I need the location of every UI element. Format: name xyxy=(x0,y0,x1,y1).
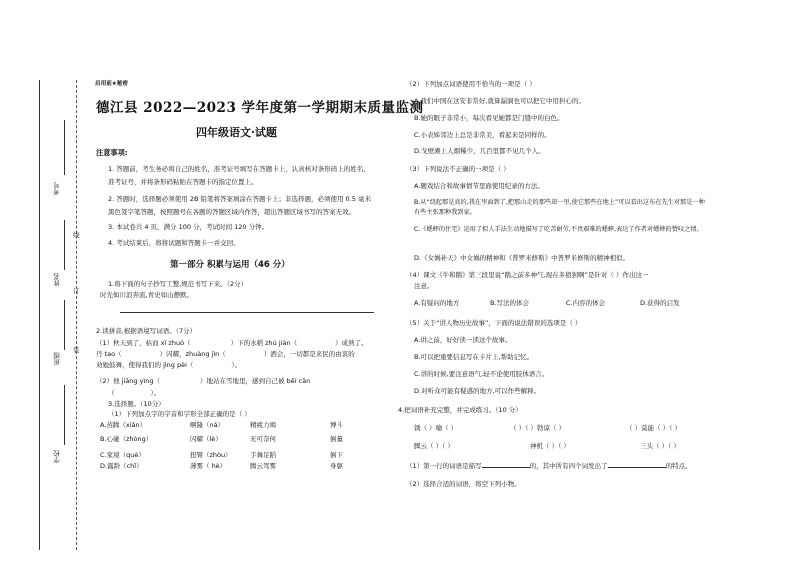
q2-1-d: 丹 tao（ xyxy=(96,350,122,358)
opt-cell: 闪耀（lè） xyxy=(190,435,222,443)
opt-cell: D.露龄（chǐ） xyxy=(100,462,143,470)
q4-row1-c[interactable]: （ ）莫能（ ）（ ） xyxy=(626,424,681,432)
q3-5-opt-d[interactable]: D.对听众可能有疑惑的地方,可以作些解释。 xyxy=(414,387,541,395)
q2-2-d: ）。 xyxy=(150,389,161,397)
q4-1-b: 的，其中所有四个词发出了 xyxy=(529,462,608,470)
q1-prompt: 1.将下面的句子抄写工整,规范书写下来。（2分） xyxy=(108,280,248,288)
q1-text: 时光如川浪奔流,青史如山静默。 xyxy=(100,291,194,299)
q3-3-opt-d[interactable]: D.《女娲补天》中女娲的精神和《普罗米修斯》中普罗米修斯的精神相似。 xyxy=(414,254,630,262)
q3-5-opt-c[interactable]: C.讲的时候,要注意语气,轻不论使用肢体语言。 xyxy=(414,370,549,378)
q4-row2-c[interactable]: 三头（ ）（ ） xyxy=(640,442,680,450)
q2-1-f: ）洒会，一切都是来民的由衷的 xyxy=(263,350,355,358)
q4-2-prompt: （2）选择合适的词语，将空下列小物。 xyxy=(406,480,521,488)
side-mark-line: 线 xyxy=(73,231,80,239)
fill-line-school xyxy=(64,385,65,445)
opt-cell: 啊隆（ná） xyxy=(190,421,225,429)
opt-cell: C.家境（què） xyxy=(100,451,145,459)
q4-row2-a[interactable]: 腾云（ ）（ ） xyxy=(414,442,454,450)
q3-4-opt-c[interactable]: C.内容的体会 xyxy=(566,299,606,307)
fill-line-exam-number xyxy=(64,120,65,175)
q3-5-prompt: （5）关于“讲人物历史故事”，下面的说法错误的选项是（ ） xyxy=(406,319,582,327)
q2-prompt: 2.读拼音,根据语境写词语。（7分） xyxy=(96,327,197,335)
q2-1-line2 xyxy=(96,349,355,358)
q3-2-opt-c[interactable]: C.小表姊邻边上总是非常美，看起来是同样的。 xyxy=(414,131,551,139)
q3-4-prompt-cont: 注意。 xyxy=(414,282,434,290)
q2-1-e: ）闪耀，zhuàng jìn（ xyxy=(159,350,226,358)
q2-2-a: （2）他 jiāng yìng（ xyxy=(96,377,161,385)
side-label-class: 班级 xyxy=(53,352,61,365)
q2-1-h: ）。 xyxy=(231,361,242,369)
part1-heading: 第一部分 积累与运用（46 分） xyxy=(170,260,290,270)
side-label-school: 学校 xyxy=(53,450,61,463)
opt-cell: 手舞足蹈 xyxy=(250,451,276,459)
q2-1-g: 劝勉鼓舞，使得我们的 jìng pèi（ xyxy=(96,361,194,369)
exam-subtitle: 四年级语文·试题 xyxy=(196,126,277,139)
notice-1: 1. 答题前，考生务必将自己的姓名、准考证号填写在答题卡上，认真核对条形码上的姓名、准考证号，并将条形码粘贴在答题卡的指定位置上。 xyxy=(108,165,370,186)
side-mark-staple: 订 xyxy=(73,287,80,295)
binding-line-inner xyxy=(76,80,77,550)
q2-1-b: ）下的水稻 zhú jiàn（ xyxy=(230,339,298,347)
q4-1-a: （1）第一行的词语是描写 xyxy=(406,462,482,470)
opt-cell: 扭臂（zhòu） xyxy=(190,451,232,459)
opt-cell: 博斗 xyxy=(330,421,343,429)
q4-1-c: 的特点。 xyxy=(665,462,692,470)
q3-3-opt-b[interactable]: B.从“绕起那是真的,我在里面到了,把那山走的那些却一里,使它那些在地上”可以看出这布在先生对那是一种 xyxy=(414,199,705,206)
side-label-exam-number: 考号 xyxy=(53,182,61,195)
opt-cell: 薄雾（ hè） xyxy=(190,462,227,470)
opt-cell: 精疲力竭 xyxy=(250,421,276,429)
opt-cell: 身躯 xyxy=(330,462,343,470)
opt-cell: 倒量 xyxy=(330,435,343,443)
q4-row2-b[interactable]: 神机（ ）（ ） xyxy=(530,442,570,450)
q2-2-b: ）地站在雪地里，感到自己被 bēi cǎn xyxy=(200,377,311,385)
q3-5-opt-b[interactable]: B.可以把重要信息写在卡片上,帮助记忆。 xyxy=(414,353,534,361)
notice-3: 3. 本试卷共 4 页，满分 100 分，考试时间 120 分钟。 xyxy=(108,223,269,231)
notice-2: 2. 答题时，选择题必须使用 2B 铅笔将答案填涂在答题卡上；非选择题，必须使用 0.5 毫米黑色签字笔答题，按照题号在各题的答题区域内作答，超出答题区域书写的答案无效。 xyxy=(108,195,371,216)
secret-label: 启用前★秘密 xyxy=(95,81,128,87)
q3-3-opt-b-cont: 有些主张那种我到家。 xyxy=(414,209,476,216)
fill-line-name xyxy=(64,220,65,270)
q4-1-blank-2[interactable] xyxy=(608,461,666,468)
q2-2-c: （ xyxy=(108,389,115,397)
notice-4: 4. 考试结束后，将将试题和答题卡一并交回。 xyxy=(108,239,240,247)
q3-3-prompt: （3）下列说法不正确的一项是（ ） xyxy=(406,165,510,173)
binding-line-outer xyxy=(39,80,40,550)
q4-row1-a[interactable]: 锈（ ）喻（ ） xyxy=(414,424,458,432)
opt-cell: 腾云驾雾 xyxy=(250,462,276,470)
opt-cell: B.心碰（zhòng） xyxy=(100,435,153,443)
q3-1-prompt: （1）下列加点字的字音和字形全部正确的是（ ） xyxy=(108,410,251,418)
q3-5-opt-a[interactable]: A.讲之前，好好读一读这个故事。 xyxy=(414,336,512,344)
notice-heading: 注意事项: xyxy=(96,148,128,157)
opt-cell: 倒下 xyxy=(330,451,343,459)
q2-1-line1 xyxy=(96,338,368,347)
q3-4-opt-b[interactable]: B.写法的体会 xyxy=(490,299,530,307)
q4-prompt: 4.把词语补充完整，并完成练习。（10 分） xyxy=(398,406,522,414)
q3-2-opt-b[interactable]: B.她的眼子非常小，每次看见她都是门缝中的白色。 xyxy=(414,114,564,122)
q3-2-opt-d[interactable]: D.戈壁滩上人烟稀少，几百里都不见几个人。 xyxy=(414,147,545,155)
q3-2-opt-a[interactable]: A.我们中国在这安非常好,就算漏洞也可以把它中用担心的。 xyxy=(414,97,585,105)
q2-1-c: ）成熟了。 xyxy=(335,339,368,347)
q2-1-line3 xyxy=(96,360,241,369)
q4-1-line xyxy=(406,461,692,470)
q3-prompt: 3.选择题。（10分） xyxy=(108,400,165,408)
q3-3-opt-c[interactable]: C.《蟋蟀的住宅》运用了拟人手法生动地描写了吃苦耐劳,不畏艰难的蟋蟀,表达了作者对蟋蟀的赞叹之情。 xyxy=(414,226,703,233)
fill-line-class xyxy=(64,300,65,350)
q2-2-line2 xyxy=(108,388,160,397)
q2-2-line1 xyxy=(96,376,310,385)
side-mark-bind: 装 xyxy=(73,346,80,354)
q3-4-opt-a[interactable]: A.有疑问的地方 xyxy=(414,299,460,307)
q3-4-opt-d[interactable]: D.获得的启发 xyxy=(640,299,680,307)
side-label-name: 姓名 xyxy=(53,273,61,286)
opt-cell: A.蒸腾（xiān） xyxy=(100,421,147,429)
q1-answer-line[interactable] xyxy=(120,312,374,313)
q2-1-a: （1）秋天到了，枯而 xī zhuó（ xyxy=(96,339,191,347)
q4-1-blank-1[interactable] xyxy=(482,461,530,468)
exam-title: 德江县 2022—2023 学年度第一学期期末质量监测 xyxy=(96,100,424,116)
q3-2-prompt: （2）下列加点词语使用不恰当的一项是（ ） xyxy=(406,80,536,88)
q3-3-opt-a[interactable]: A.题戏结合和故事情节里面使用纪录的方法。 xyxy=(414,182,544,190)
opt-cell: 无可奈何 xyxy=(250,435,276,443)
q4-row1-b[interactable]: （ ）（ ）勃谅（ ） xyxy=(510,424,565,432)
q3-4-prompt: （4）课文《牛和鹅》第三段里说“鹅之前多神气,现在多狼狈啊”是针对（ ）作出这一 xyxy=(406,271,649,279)
